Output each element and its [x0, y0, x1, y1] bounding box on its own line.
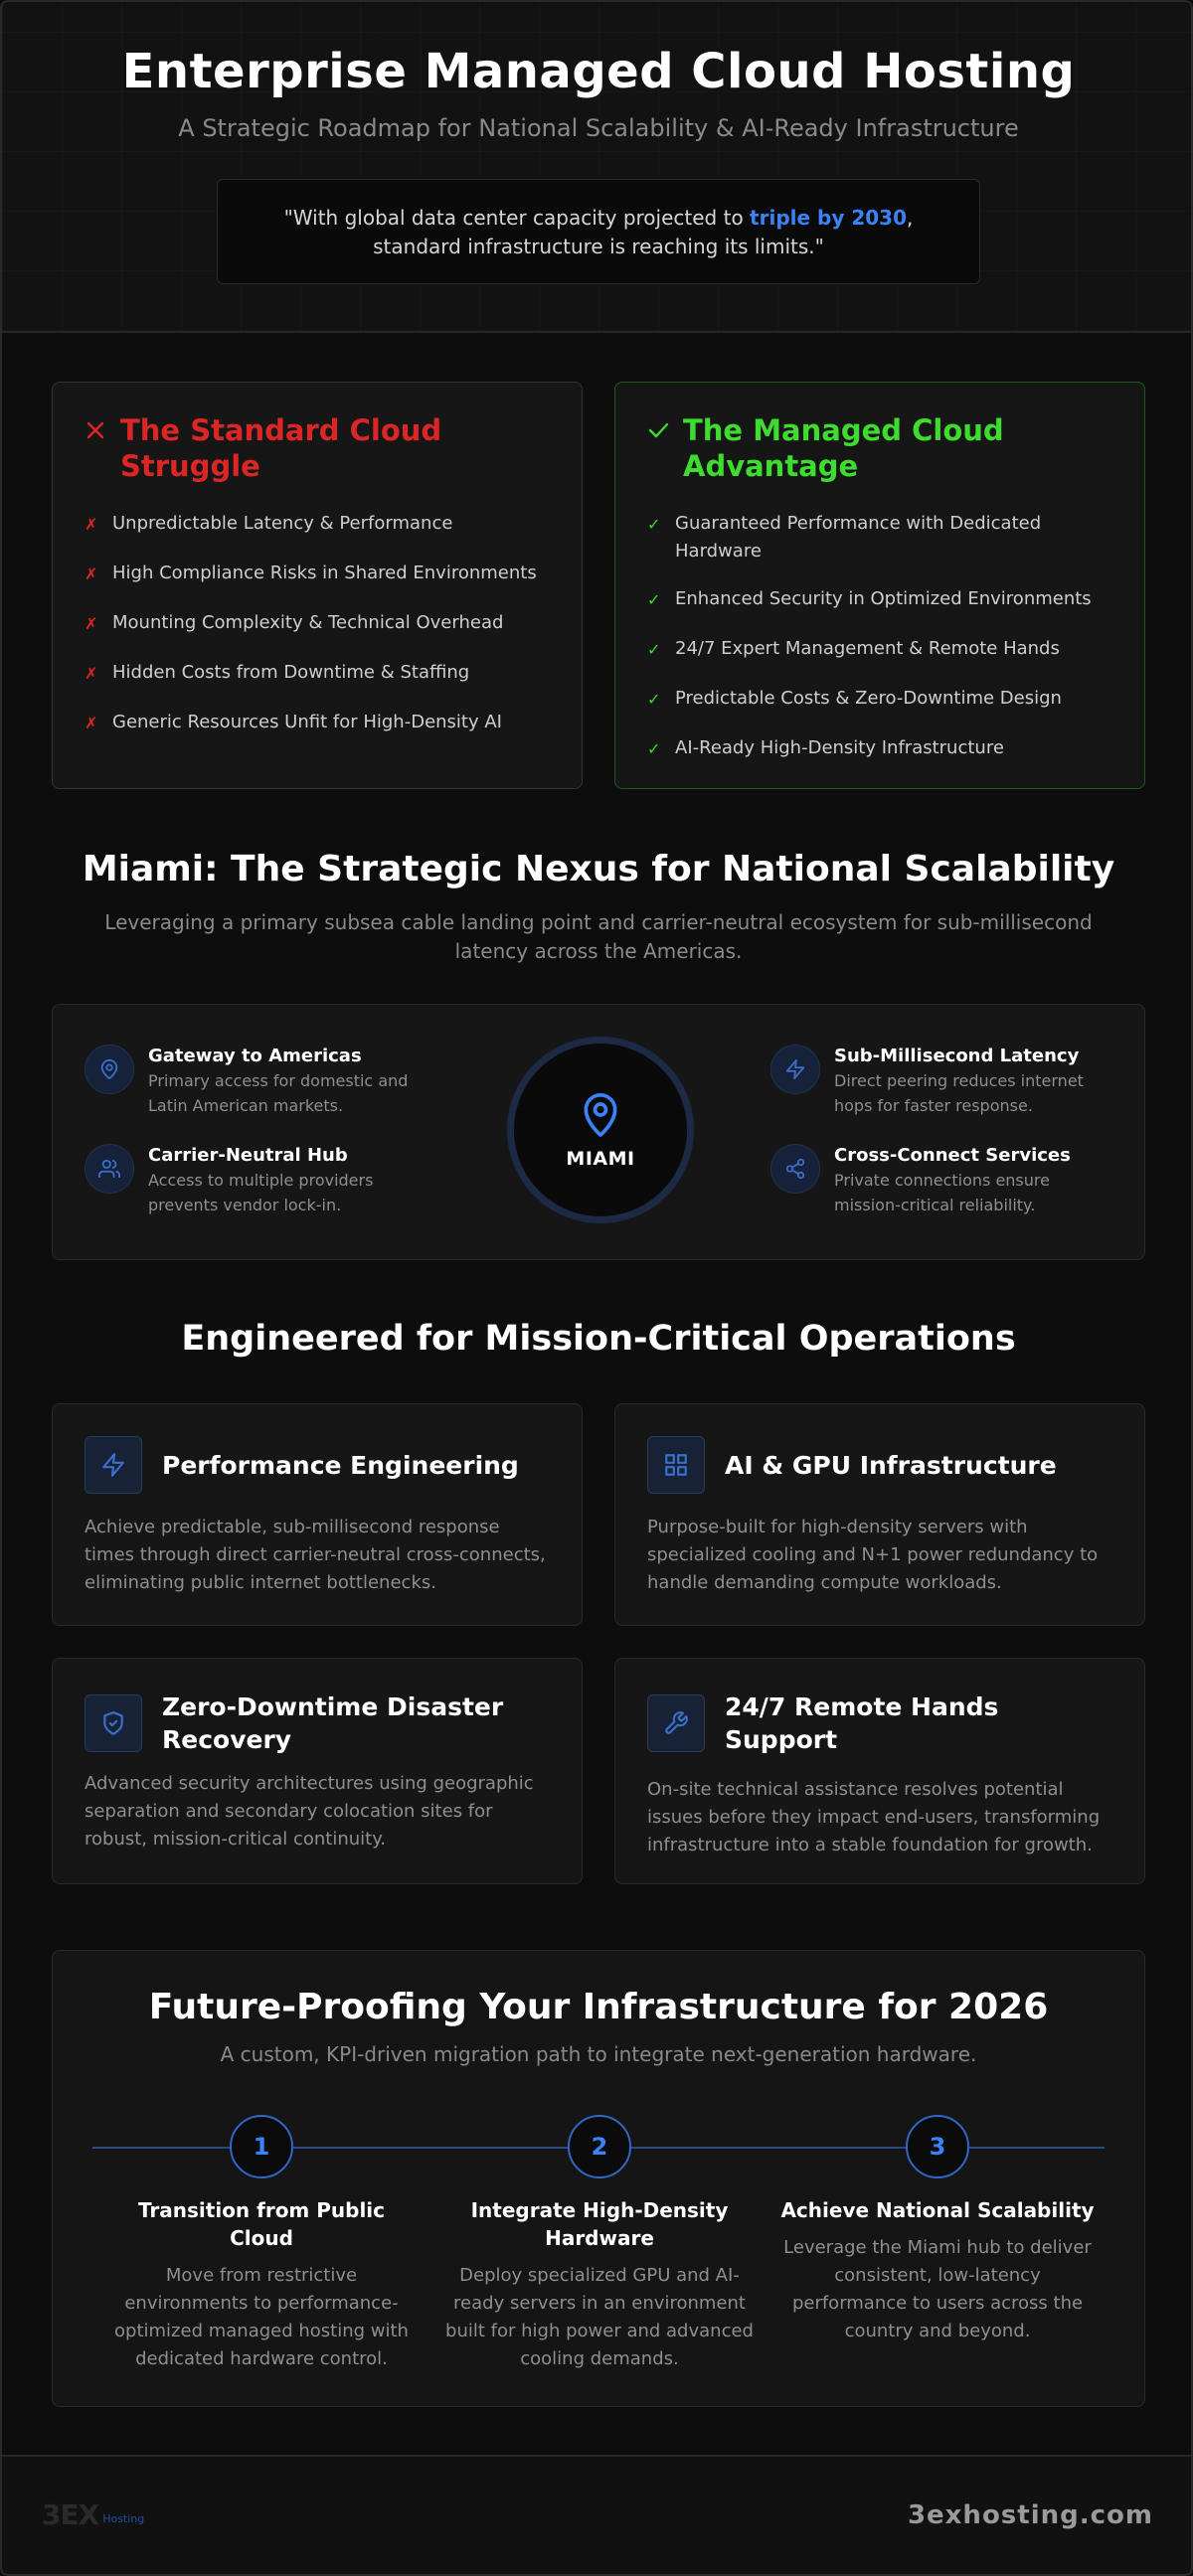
logo-small-text: Hosting: [102, 2512, 145, 2525]
feature-desc-line-2: prevents vendor lock-in.: [148, 1196, 342, 1214]
step-title: Achieve National Scalability: [780, 2198, 1095, 2222]
step-desc: Move from restrictive environments to performance-optimized managed hosting with dedicated hardware control.: [114, 2265, 409, 2369]
quote-box: [217, 179, 980, 284]
roadmap-title: Future-Proofing Your Infrastructure for 2026: [148, 1987, 1049, 2027]
card-desc: Achieve predictable, sub-millisecond response times through direct carrier-neutral cross-connects, eliminating public internet bottlenecks.: [85, 1517, 546, 1593]
brand-logo[interactable]: [42, 2498, 144, 2531]
miami-hub: [507, 1037, 694, 1223]
standard-cloud-title: The Standard Cloud Struggle: [120, 413, 442, 483]
step-desc: Leverage the Miami hub to deliver consistent, low-latency performance to users across the country and beyond.: [783, 2237, 1092, 2341]
list-item: [647, 685, 1112, 715]
logo-mark: 3EX: [42, 2498, 99, 2531]
zap-icon: [770, 1045, 820, 1094]
list-item: [647, 635, 1112, 665]
card-ai-gpu-infrastructure: [614, 1403, 1145, 1626]
grid-icon: [647, 1436, 705, 1494]
feature-desc-line-1: Direct peering reduces internet: [834, 1071, 1084, 1090]
feature-desc-line-2: Latin American markets.: [148, 1096, 344, 1115]
check-icon: [647, 412, 669, 458]
quote-line-2: standard infrastructure is reaching its limits.": [373, 235, 824, 258]
roadmap-step-3: [780, 2115, 1095, 2345]
page-subtitle: A Strategic Roadmap for National Scalability & AI-Ready Infrastructure: [178, 114, 1019, 142]
list-item-text: Generic Resources Unfit for High-Density AI: [112, 712, 502, 732]
miami-section-subtitle: [2, 908, 1193, 966]
step-number: 3: [906, 2115, 969, 2178]
check-bullet-icon: ✓: [647, 515, 661, 534]
quote-text-post: ,: [907, 206, 914, 230]
list-item-text: 24/7 Expert Management & Remote Hands: [675, 638, 1060, 659]
list-item-text: AI-Ready High-Density Infrastructure: [675, 737, 1004, 758]
list-item: [85, 659, 550, 689]
list-item: [85, 510, 550, 540]
list-item: [85, 560, 550, 589]
feature-carrier-neutral: [85, 1144, 442, 1217]
check-bullet-icon: ✓: [647, 739, 661, 758]
shield-check-icon: [85, 1694, 142, 1752]
card-title: AI & GPU Infrastructure: [725, 1450, 1057, 1480]
users-icon: [85, 1144, 134, 1194]
list-item: [85, 709, 550, 738]
feature-desc-line-2: hops for faster response.: [834, 1096, 1033, 1115]
miami-subtitle-line-1: Leveraging a primary subsea cable landing point and carrier-neutral ecosystem for sub-millisecond: [104, 910, 1093, 934]
miami-feature-panel: [52, 1004, 1145, 1260]
feature-gateway: [85, 1045, 442, 1118]
step-title: Integrate High-Density Hardware: [470, 2198, 729, 2250]
miami-subtitle-line-2: latency across the Americas.: [454, 939, 743, 963]
check-bullet-icon: ✓: [647, 640, 661, 659]
card-desc: Advanced security architectures using geographic separation and secondary colocation sites for robust, mission-critical continuity.: [85, 1773, 534, 1850]
step-title: Transition from Public Cloud: [137, 2198, 386, 2250]
list-item-text: Enhanced Security in Optimized Environments: [675, 588, 1092, 609]
list-item: [647, 734, 1112, 764]
zap-icon: [85, 1436, 142, 1494]
list-item: [85, 609, 550, 639]
feature-title: Cross-Connect Services: [834, 1145, 1071, 1166]
list-item-text: High Compliance Risks in Shared Environments: [112, 563, 537, 583]
quote-line-1: [218, 204, 979, 233]
quote-highlight: triple by 2030: [750, 206, 908, 230]
list-item-text: Predictable Costs & Zero-Downtime Design: [675, 688, 1062, 709]
check-bullet-icon: ✓: [647, 590, 661, 609]
footer: [2, 2455, 1193, 2576]
x-icon: [85, 412, 106, 458]
feature-desc-line-1: Primary access for domestic and: [148, 1071, 409, 1090]
card-title: Zero-Downtime Disaster Recovery: [162, 1692, 504, 1754]
roadmap-step-2: [442, 2115, 757, 2373]
list-item-text: Guaranteed Performance with Dedicated Hardware: [675, 513, 1042, 562]
card-desc: On-site technical assistance resolves potential issues before they impact end-users, transforming infrastructure into a stable foundation for growth.: [647, 1779, 1101, 1855]
check-bullet-icon: ✓: [647, 690, 661, 709]
x-bullet-icon: ✗: [85, 714, 98, 732]
standard-cloud-card: [52, 382, 583, 789]
card-desc: Purpose-built for high-density servers with specialized cooling and N+1 power redundancy to handle demanding compute workloads.: [647, 1517, 1099, 1593]
managed-cloud-title: The Managed Cloud Advantage: [683, 413, 1004, 483]
x-bullet-icon: ✗: [85, 614, 98, 633]
hero-header: [2, 2, 1193, 333]
card-title: Performance Engineering: [162, 1450, 519, 1480]
list-item: [647, 510, 1112, 565]
hub-label: MIAMI: [566, 1148, 635, 1170]
quote-text-pre: "With global data center capacity projected to: [283, 206, 751, 230]
feature-desc-line-1: Access to multiple providers: [148, 1171, 374, 1190]
feature-desc-line-1: Private connections ensure: [834, 1171, 1050, 1190]
feature-cross-connect: [770, 1144, 1128, 1217]
x-bullet-icon: ✗: [85, 664, 98, 683]
feature-title: Carrier-Neutral Hub: [148, 1145, 348, 1166]
miami-section-title: Miami: The Strategic Nexus for National Scalability: [82, 849, 1115, 889]
list-item-text: Unpredictable Latency & Performance: [112, 513, 453, 534]
card-performance-engineering: [52, 1403, 583, 1626]
x-bullet-icon: ✗: [85, 564, 98, 583]
roadmap-subtitle: A custom, KPI-driven migration path to integrate next-generation hardware.: [220, 2042, 977, 2066]
x-bullet-icon: ✗: [85, 515, 98, 534]
card-remote-hands-support: [614, 1658, 1145, 1884]
feature-title: Gateway to Americas: [148, 1046, 362, 1066]
map-pin-icon: [579, 1090, 622, 1140]
list-item-text: Mounting Complexity & Technical Overhead: [112, 612, 504, 633]
roadmap-step-1: [104, 2115, 419, 2373]
list-item: [647, 585, 1112, 615]
share-icon: [770, 1144, 820, 1194]
feature-latency: [770, 1045, 1128, 1118]
step-number: 2: [568, 2115, 631, 2178]
feature-desc-line-2: mission-critical reliability.: [834, 1196, 1036, 1214]
engineered-section-title: Engineered for Mission-Critical Operations: [181, 1319, 1016, 1359]
list-item-text: Hidden Costs from Downtime & Staffing: [112, 662, 470, 683]
card-zero-downtime-recovery: [52, 1658, 583, 1884]
roadmap-panel: [52, 1950, 1145, 2407]
map-pin-icon: [85, 1045, 134, 1094]
step-number: 1: [230, 2115, 293, 2178]
managed-cloud-card: [614, 382, 1145, 789]
page-title: Enterprise Managed Cloud Hosting: [121, 44, 1076, 99]
wrench-icon: [647, 1694, 705, 1752]
feature-title: Sub-Millisecond Latency: [834, 1046, 1080, 1066]
website-link[interactable]: 3exhosting.com: [907, 2500, 1153, 2530]
card-title: 24/7 Remote Hands Support: [725, 1692, 999, 1754]
step-desc: Deploy specialized GPU and AI-ready servers in an environment built for high power and advanced cooling demands.: [445, 2265, 754, 2369]
